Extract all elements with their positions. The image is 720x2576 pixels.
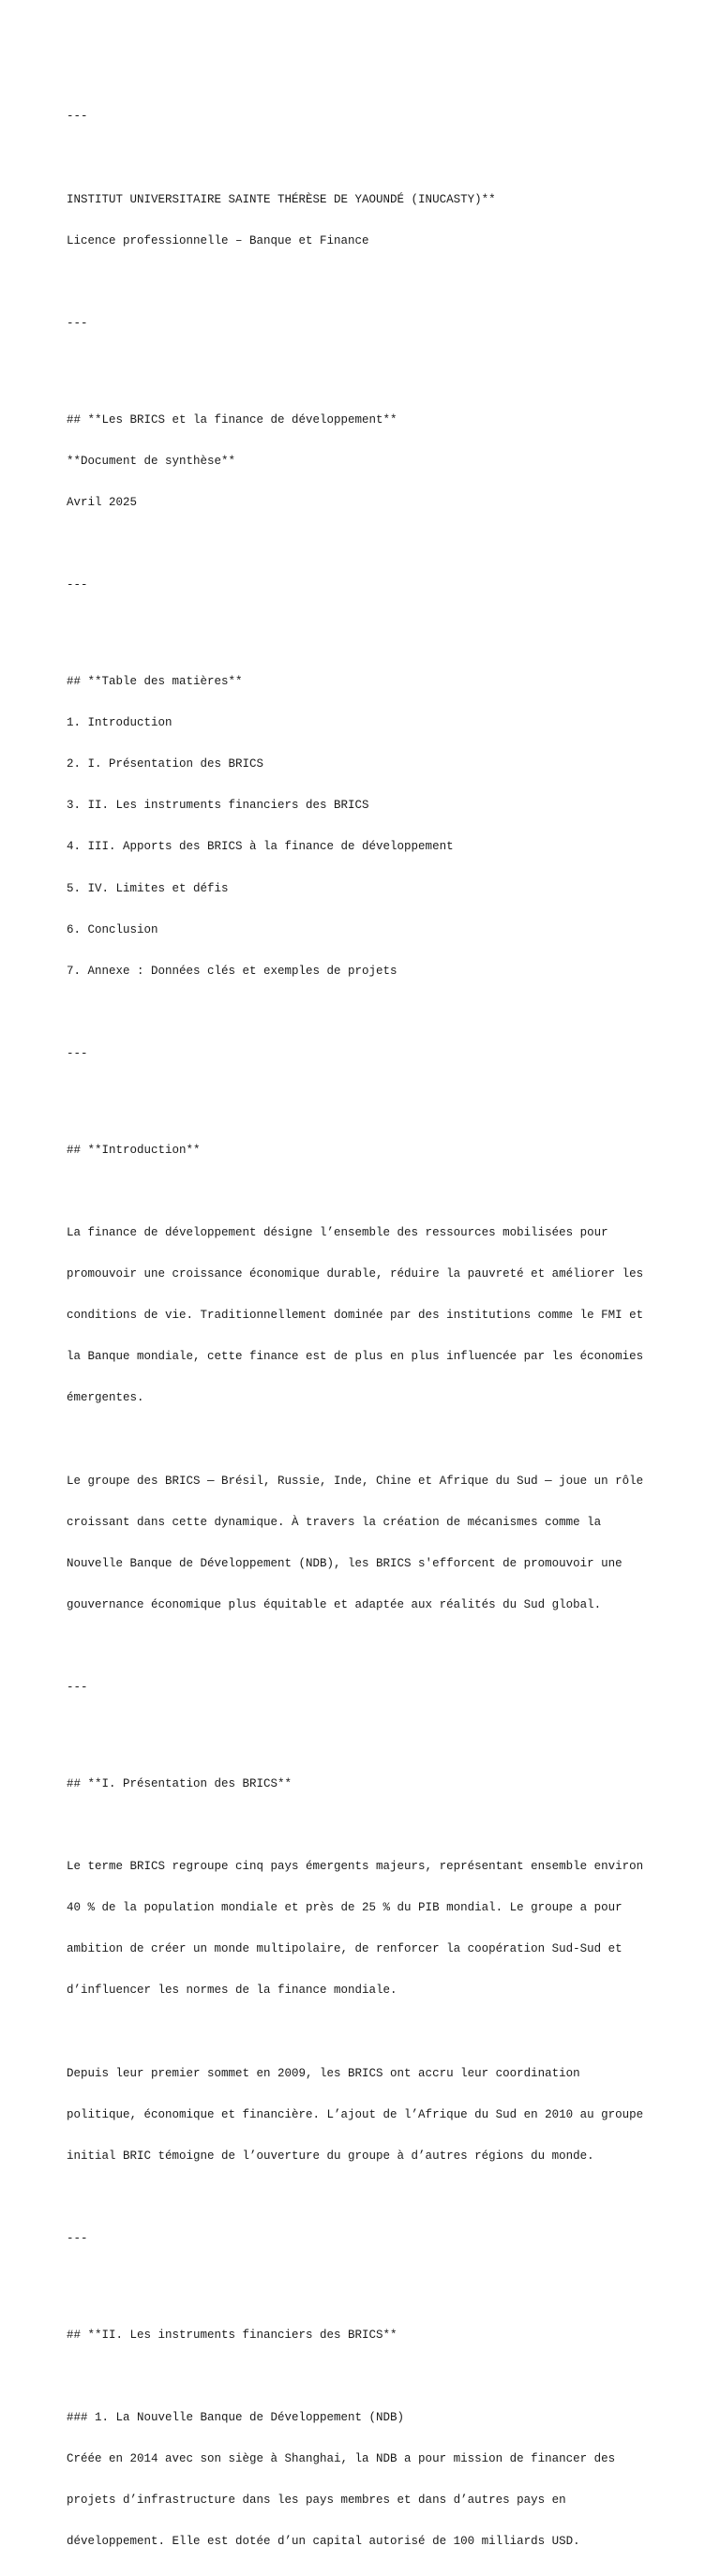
program-name: Licence professionnelle – Banque et Finance	[67, 233, 369, 247]
blank-line	[67, 1088, 657, 1102]
paragraph-line: Créée en 2014 avec son siège à Shanghai, la NDB a pour mission de financer des	[67, 2452, 616, 2466]
toc-item: 4. III. Apports des BRICS à la finance de développement	[67, 840, 454, 854]
paragraph-line: développement. Elle est dotée d’un capital autorisé de 100 milliards USD.	[67, 2535, 580, 2549]
paragraph-line: d’influencer les normes de la finance mondiale.	[67, 1984, 398, 1998]
blank-line	[67, 2273, 657, 2287]
blank-line	[67, 2025, 657, 2039]
section-heading-instruments: ## **II. Les instruments financiers des BRICS**	[67, 2328, 398, 2342]
separator: ---	[67, 578, 88, 592]
blank-line	[67, 2370, 657, 2384]
blank-line	[67, 1640, 657, 1654]
document-subtitle: **Document de synthèse**	[67, 454, 236, 468]
paragraph-line: la Banque mondiale, cette finance est de plus en plus influencée par les économies	[67, 1350, 644, 1364]
blank-line	[67, 537, 657, 551]
paragraph-line: Le terme BRICS regroupe cinq pays émergents majeurs, représentant ensemble environ	[67, 1860, 644, 1874]
blank-line	[67, 1819, 657, 1833]
paragraph-line: Nouvelle Banque de Développement (NDB), les BRICS s'efforcent de promouvoir une	[67, 1556, 622, 1570]
blank-line	[67, 152, 657, 166]
subsection-heading-ndb: ### 1. La Nouvelle Banque de Développement (NDB)	[67, 2410, 405, 2424]
paragraph-line: croissant dans cette dynamique. À travers la création de mécanismes comme la	[67, 1515, 602, 1529]
paragraph-line: émergentes.	[67, 1391, 144, 1405]
blank-line	[67, 276, 657, 290]
separator: ---	[67, 316, 88, 330]
paragraph-line: promouvoir une croissance économique durable, réduire la pauvreté et améliorer les	[67, 1267, 644, 1281]
paragraph-line: gouvernance économique plus équitable et adaptée aux réalités du Sud global.	[67, 1597, 602, 1611]
paragraph-line: ambition de créer un monde multipolaire, de renforcer la coopération Sud-Sud et	[67, 1942, 622, 1956]
toc-heading: ## **Table des matières**	[67, 675, 243, 689]
blank-line	[67, 620, 657, 634]
toc-item: 7. Annexe : Données clés et exemples de projets	[67, 964, 398, 978]
paragraph-line: La finance de développement désigne l’ensemble des ressources mobilisées pour	[67, 1225, 608, 1239]
blank-line	[67, 1432, 657, 1446]
institution-name: INSTITUT UNIVERSITAIRE SAINTE THÉRÈSE DE YAOUNDÉ (INUCASTY)**	[67, 192, 496, 206]
section-heading-presentation: ## **I. Présentation des BRICS**	[67, 1776, 292, 1790]
paragraph-line: projets d’infrastructure dans les pays membres et dans d’autres pays en	[67, 2494, 566, 2508]
paragraph-line: initial BRIC témoigne de l’ouverture du groupe à d’autres régions du monde.	[67, 2149, 594, 2163]
document-date: Avril 2025	[67, 495, 138, 509]
blank-line	[67, 358, 657, 372]
separator: ---	[67, 2231, 88, 2245]
separator: ---	[67, 1680, 88, 1694]
separator: ---	[67, 110, 88, 124]
blank-line	[67, 2191, 657, 2205]
blank-line	[67, 1006, 657, 1020]
toc-item: 6. Conclusion	[67, 922, 158, 936]
toc-item: 3. II. Les instruments financiers des BRICS	[67, 799, 369, 813]
blank-line	[67, 1722, 657, 1736]
document-body	[67, 82, 657, 2576]
paragraph-line: 40 % de la population mondiale et près de 25 % du PIB mondial. Le groupe a pour	[67, 1901, 622, 1915]
paragraph-line: politique, économique et financière. L’ajout de l’Afrique du Sud en 2010 au groupe	[67, 2107, 644, 2121]
toc-item: 2. I. Présentation des BRICS	[67, 757, 264, 771]
toc-item: 1. Introduction	[67, 716, 172, 730]
paragraph-line: Le groupe des BRICS — Brésil, Russie, Inde, Chine et Afrique du Sud — joue un rôle	[67, 1474, 644, 1488]
toc-item: 5. IV. Limites et défis	[67, 881, 229, 895]
paragraph-line: Depuis leur premier sommet en 2009, les BRICS ont accru leur coordination	[67, 2066, 580, 2080]
blank-line	[67, 1185, 657, 1199]
separator: ---	[67, 1046, 88, 1060]
section-heading-introduction: ## **Introduction**	[67, 1143, 201, 1157]
paragraph-line: conditions de vie. Traditionnellement dominée par des institutions comme le FMI et	[67, 1309, 644, 1323]
document-title: ## **Les BRICS et la finance de développement**	[67, 412, 398, 427]
